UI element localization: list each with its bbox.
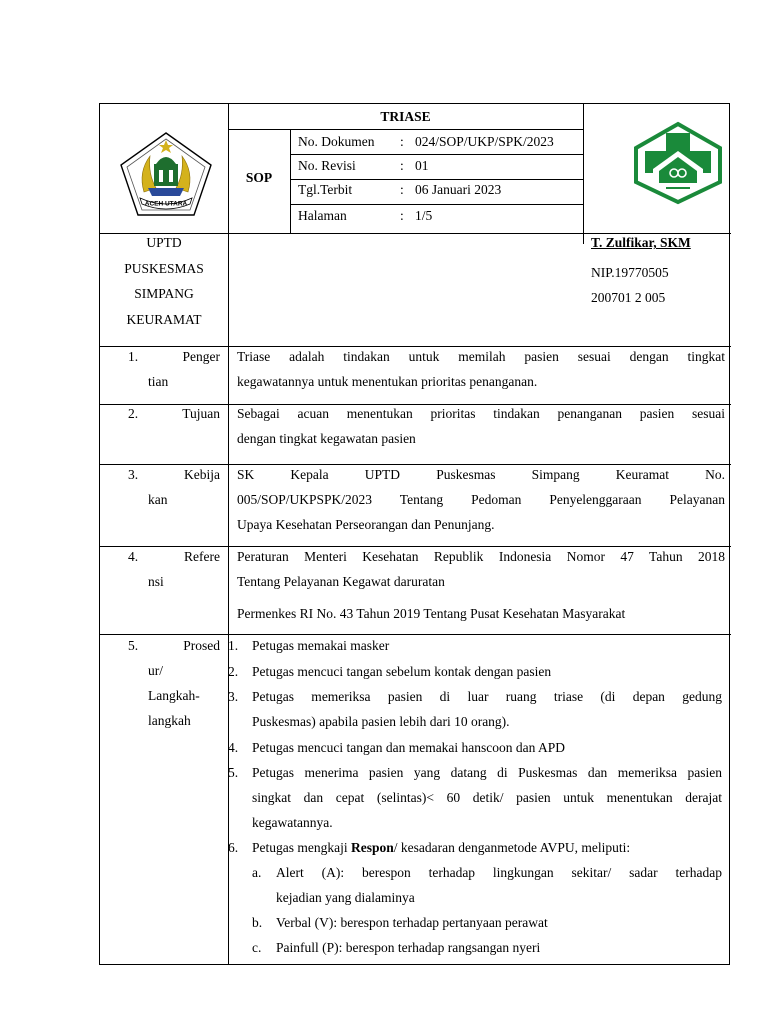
seal-lettering: ACEH UTARA [144, 200, 188, 208]
revision-value: 01 [415, 158, 429, 173]
substep-letter: a. [252, 865, 262, 880]
section-label-line: Langkah- [148, 688, 200, 703]
sop-document [99, 103, 730, 965]
substep-letter: c. [252, 940, 262, 955]
section-label-line: Prosed [183, 638, 220, 653]
section-4-extra: Permenkes RI No. 43 Tahun 2019 Tentang Pusat Kesehatan Masyarakat [237, 606, 626, 621]
doc-number-value: 024/SOP/UKP/SPK/2023 [415, 134, 554, 149]
puskesmas-logo-icon [633, 121, 723, 205]
step-number: 1. [228, 638, 239, 653]
signer-name: T. Zulfikar, SKM [591, 235, 691, 250]
section-number: 2. [128, 406, 139, 421]
step-number: 5. [228, 765, 239, 780]
issue-date-label: Tgl.Terbit [298, 182, 353, 197]
section-number: 5. [128, 638, 139, 653]
step-line: Petugas mencuci tangan sebelum kontak dengan pasien [252, 664, 552, 679]
content-line: Peraturan Menteri Kesehatan Republik Indonesia Nomor 47 Tahun 2018 [237, 549, 725, 564]
revision-label: No. Revisi [298, 158, 356, 173]
page-value: 1/5 [415, 208, 433, 223]
section-1-content [237, 344, 725, 394]
org-line-3: SIMPANG [134, 286, 194, 301]
step-line: Petugas mencuci tangan dan memakai hanscoon dan APD [252, 740, 566, 755]
section-label-line: tian [148, 374, 169, 389]
nip-line-2: 200701 2 005 [591, 290, 666, 305]
section-3-content [237, 462, 725, 537]
page-sep: : [400, 208, 404, 223]
content-line: Sebagai acuan menentukan prioritas tindakan penanganan pasien sesuai [237, 406, 725, 421]
section-label-line: Refere [184, 549, 220, 564]
sop-label: SOP [245, 170, 273, 185]
revision-sep: : [400, 158, 404, 173]
substep-letter: b. [252, 915, 263, 930]
substep-line: Verbal (V): berespon terhadap pertanyaan perawat [276, 915, 548, 930]
section-label-line: Tujuan [182, 406, 220, 421]
aceh-utara-seal-icon [118, 130, 214, 218]
step-line-bold: Respon [350, 840, 394, 855]
section-label-line: langkah [148, 713, 191, 728]
sop-label-divider [290, 129, 291, 233]
nip-line-1: NIP.19770505 [591, 265, 669, 280]
content-line: Upaya Kesehatan Perseorangan dan Penunjang. [237, 517, 495, 532]
section-number: 3. [128, 467, 139, 482]
section-number: 4. [128, 549, 139, 564]
content-line: SK Kepala UPTD Puskesmas Simpang Keuramat No. [237, 467, 725, 482]
section-number: 1. [128, 349, 139, 364]
step-number: 2. [228, 664, 239, 679]
step-line-pre: Petugas mengkaji [252, 840, 351, 855]
substep-line: kejadian yang dialaminya [276, 890, 415, 906]
section-label-line: Kebija [184, 467, 220, 482]
step-line-post: / kesadaran denganmetode AVPU, meliputi: [393, 840, 631, 855]
content-line: kegawatannya untuk menentukan prioritas penanganan. [237, 374, 538, 389]
section-label-line: kan [148, 492, 168, 507]
step-line: Petugas memakai masker [252, 638, 390, 653]
signer-nip [591, 260, 669, 310]
substep-line: Alert (A): berespon terhadap lingkungan sekitar/ sadar terhadap [276, 865, 722, 880]
document-title: TRIASE [380, 109, 431, 124]
step-line: kegawatannya. [252, 815, 333, 831]
step-line: Petugas menerima pasien yang datang di Puskesmas dan memeriksa pasien [252, 765, 722, 780]
step-number: 4. [228, 740, 239, 755]
step-line: Petugas memeriksa pasien di luar ruang triase (di depan gedung [252, 689, 722, 704]
substep-line: Painfull (P): berespon terhadap rangsangan nyeri [276, 940, 541, 955]
step-number: 6. [228, 840, 239, 855]
org-line-4: KEURAMAT [126, 311, 202, 327]
org-line-2: PUSKESMAS [124, 260, 204, 276]
section-label-line: nsi [148, 574, 164, 589]
content-line: Triase adalah tindakan untuk memilah pasien sesuai dengan tingkat [237, 349, 725, 364]
content-line: Tentang Pelayanan Kegawat daruratan [237, 574, 445, 589]
doc-number-label: No. Dokumen [298, 134, 375, 149]
doc-number-sep: : [400, 134, 404, 149]
section-4-content [237, 544, 725, 594]
org-line-1: UPTD [146, 235, 182, 250]
right-column-divider [583, 104, 584, 244]
org-name [100, 230, 228, 332]
step-line: singkat dan cepat (selintas)< 60 detik/ pasien untuk menentukan derajat [252, 790, 722, 806]
step-line: Puskesmas) apabila pasien lebih dari 10 orang). [252, 714, 510, 730]
section-label-line: Penger [182, 349, 220, 364]
step-number: 3. [228, 689, 239, 704]
issue-date-value: 06 Januari 2023 [415, 182, 502, 197]
section-label-line: ur/ [148, 663, 163, 678]
page-label: Halaman [298, 208, 347, 223]
issue-date-sep: : [400, 182, 404, 197]
content-line: dengan tingkat kegawatan pasien [237, 431, 416, 446]
section-2-content [237, 401, 725, 451]
content-line: 005/SOP/UKPSPK/2023 Tentang Pedoman Penyelenggaraan Pelayanan [237, 492, 725, 507]
